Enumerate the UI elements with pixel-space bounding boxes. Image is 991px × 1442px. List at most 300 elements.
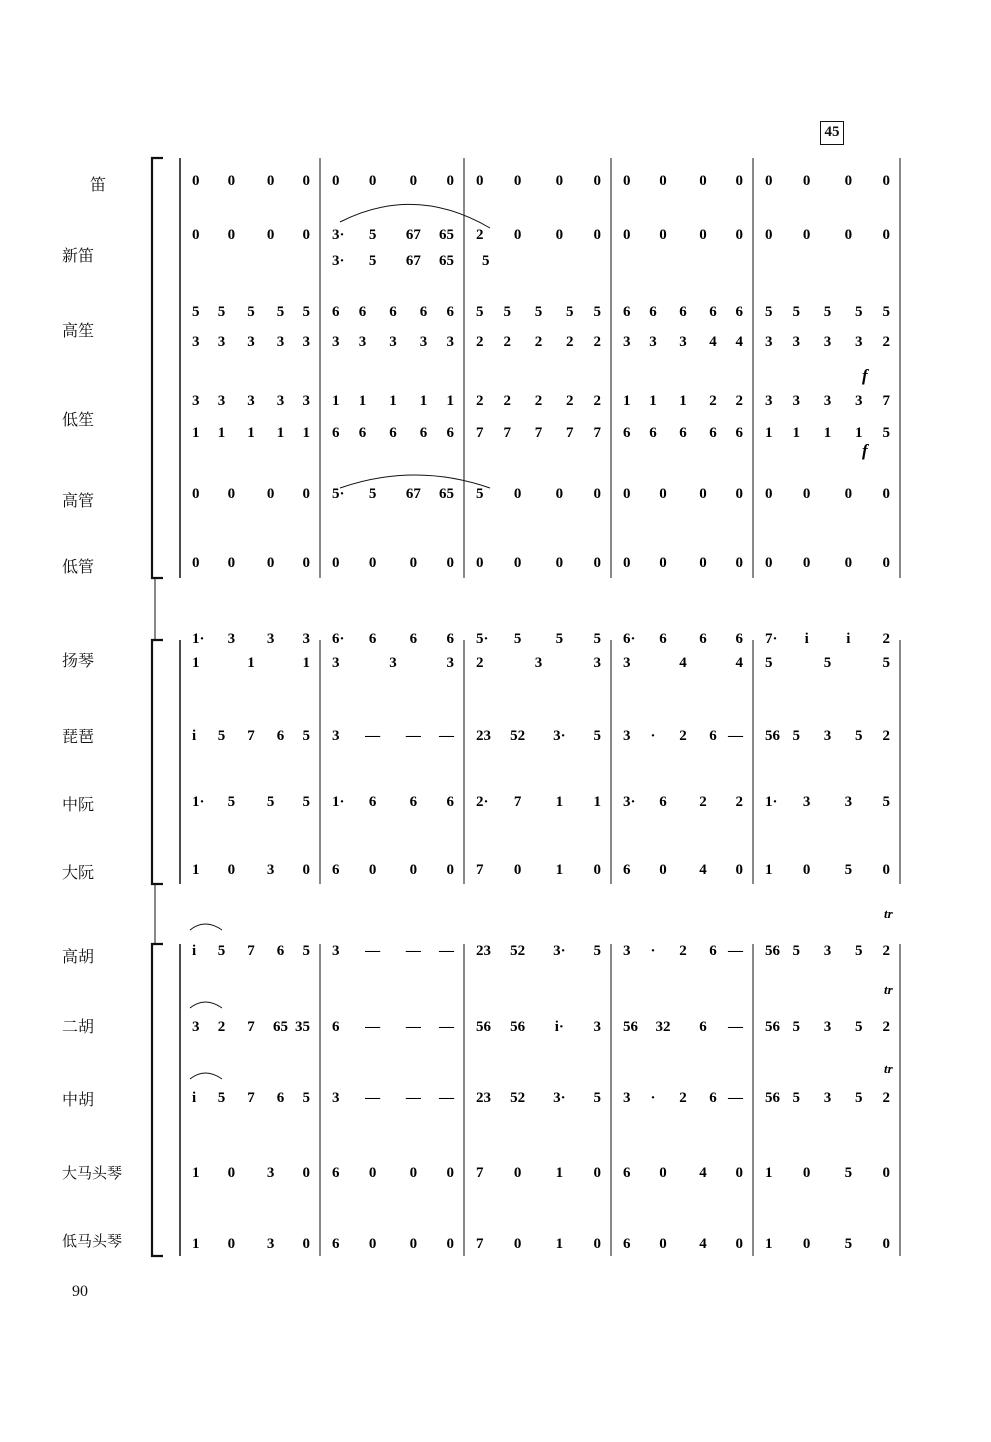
note: 5: [882, 794, 890, 810]
note: 5: [593, 304, 601, 320]
note: 5: [266, 794, 275, 810]
note: 0: [623, 227, 631, 243]
note: 3: [823, 334, 832, 350]
note: 0: [735, 1165, 743, 1181]
trill-marking: tr: [884, 982, 893, 997]
note: 0: [802, 1236, 811, 1252]
note: 0: [409, 1165, 418, 1181]
note: 6: [389, 425, 397, 441]
note: 6: [332, 1236, 340, 1252]
note: 0: [227, 486, 236, 502]
note: 1: [247, 655, 255, 671]
note: 1: [792, 425, 800, 441]
note: 0: [513, 173, 522, 189]
note: 0: [302, 227, 310, 243]
note: 3: [302, 334, 310, 350]
note: 3: [266, 1236, 275, 1252]
note: 0: [735, 227, 743, 243]
note: 0: [302, 1165, 310, 1181]
note: 1·: [192, 794, 205, 810]
slur: [190, 1002, 222, 1008]
note: 6: [419, 425, 428, 441]
note: 0: [332, 173, 340, 189]
note: 1: [765, 1165, 773, 1181]
note: 0: [623, 173, 631, 189]
note: 6: [735, 304, 743, 320]
note: 6: [332, 1019, 340, 1035]
note: 1: [555, 1236, 564, 1252]
note: 6: [276, 728, 285, 744]
note: 4: [735, 655, 743, 671]
note: 52: [510, 728, 526, 744]
page-number: 90: [72, 1283, 88, 1300]
brace-bracket: [152, 640, 163, 884]
note: 3: [623, 655, 631, 671]
note: 0: [513, 1236, 522, 1252]
note: 5: [368, 227, 377, 243]
note: 2: [679, 943, 687, 959]
note: 0: [368, 862, 377, 878]
note: 0: [593, 862, 601, 878]
note: 5·: [476, 631, 489, 647]
note: 3·: [623, 794, 636, 810]
note: 2: [476, 334, 484, 350]
note: 7: [247, 1019, 255, 1035]
note: 52: [510, 1090, 526, 1106]
note: 5: [476, 304, 484, 320]
note: 0: [802, 227, 811, 243]
note: 5: [792, 1019, 800, 1035]
note: 5: [217, 943, 226, 959]
note: 1: [389, 393, 397, 409]
instrument-label: 大阮: [62, 863, 95, 882]
note: 2: [882, 943, 890, 959]
note: —: [405, 1090, 421, 1106]
note: 3: [276, 334, 285, 350]
note: 0: [368, 173, 377, 189]
note: 0: [302, 486, 310, 502]
note: 0: [699, 227, 707, 243]
note: —: [439, 1019, 454, 1035]
trill-marking: tr: [884, 1061, 893, 1076]
note: 6·: [623, 631, 636, 647]
note: 0: [623, 555, 631, 571]
note: 3: [247, 393, 255, 409]
instrument-label: 中阮: [62, 795, 95, 814]
note: 5·: [332, 486, 345, 502]
note: 1: [302, 425, 310, 441]
note: ·: [650, 1090, 656, 1106]
note: 0: [192, 173, 200, 189]
note: 1: [855, 425, 863, 441]
note: 2: [566, 334, 574, 350]
note: 7: [503, 425, 511, 441]
note: 0: [802, 862, 811, 878]
note: 0: [593, 1165, 601, 1181]
note: 1: [192, 1236, 200, 1252]
note: 3: [623, 1090, 631, 1106]
note: 6: [709, 943, 717, 959]
note: 0: [659, 173, 667, 189]
note: 3: [217, 334, 226, 350]
note: 6: [332, 304, 340, 320]
note: 7: [566, 425, 574, 441]
note: 5: [593, 1090, 601, 1106]
note: 3: [844, 794, 853, 810]
note: 0: [266, 173, 275, 189]
note: 3: [855, 334, 863, 350]
note: 1: [593, 794, 601, 810]
note: 6·: [332, 631, 345, 647]
note: 3: [823, 393, 832, 409]
note: 0: [302, 555, 310, 571]
note: 0: [882, 1165, 890, 1181]
note: 0: [446, 555, 454, 571]
note: 3: [623, 334, 631, 350]
note: 6: [623, 425, 631, 441]
note: 0: [513, 1165, 522, 1181]
note: 5: [566, 304, 574, 320]
note: 1: [679, 393, 687, 409]
note: 65: [439, 486, 454, 502]
note: 0: [555, 486, 564, 502]
note: 6: [332, 1165, 340, 1181]
rehearsal-mark: 45: [820, 121, 844, 145]
note: 56: [765, 1019, 780, 1035]
instrument-label: 新笛: [62, 246, 95, 265]
note: 6: [623, 862, 631, 878]
note: 1: [192, 1165, 200, 1181]
note: 5: [855, 1090, 863, 1106]
note: i: [192, 728, 197, 744]
note: 0: [593, 227, 601, 243]
note: 0: [593, 555, 601, 571]
note: 0: [882, 486, 890, 502]
note: 0: [409, 555, 418, 571]
note: 5: [217, 1090, 226, 1106]
note: 1: [765, 425, 773, 441]
note: 0: [699, 173, 707, 189]
slur: [340, 204, 490, 228]
note: 2: [882, 631, 890, 647]
note: 0: [699, 486, 707, 502]
instrument-label: 低管: [62, 557, 95, 576]
note: 6: [709, 425, 717, 441]
note: 1: [302, 655, 310, 671]
note: 2: [503, 393, 511, 409]
note: 5: [503, 304, 511, 320]
note: 3: [266, 1165, 275, 1181]
note: 56: [510, 1019, 526, 1035]
note: 6: [623, 1236, 631, 1252]
note: 3: [302, 631, 310, 647]
note: 6: [368, 631, 377, 647]
note: 3: [765, 334, 773, 350]
note: 5: [368, 253, 377, 269]
note: 0: [659, 227, 667, 243]
brace-bracket: [152, 944, 163, 1256]
note: 0: [844, 227, 853, 243]
note: 3: [679, 334, 687, 350]
note: 5: [217, 304, 226, 320]
note: —: [728, 1090, 743, 1106]
note: 0: [476, 555, 484, 571]
note: i: [192, 943, 197, 959]
note: 5: [823, 655, 832, 671]
note: 3: [227, 631, 236, 647]
instrument-label: 中胡: [62, 1090, 95, 1109]
note: 6: [623, 1165, 631, 1181]
note: 6: [709, 304, 717, 320]
note: 0: [332, 555, 340, 571]
note: i: [192, 1090, 197, 1106]
note: 7·: [765, 631, 778, 647]
note: 3: [192, 1019, 200, 1035]
note: 2: [882, 1090, 890, 1106]
note: 0: [659, 1165, 667, 1181]
note: 0: [446, 1165, 454, 1181]
note: 3: [446, 655, 454, 671]
note: 6: [368, 794, 377, 810]
note: —: [405, 1019, 421, 1035]
note: 2: [699, 794, 707, 810]
note: 7: [882, 393, 890, 409]
note: 3·: [553, 943, 566, 959]
note: 3: [389, 334, 397, 350]
note: 3: [192, 393, 200, 409]
note: 0: [802, 1165, 811, 1181]
note: 0: [192, 227, 200, 243]
note: 2: [882, 1019, 890, 1035]
note: 3: [823, 1090, 832, 1106]
note: 3: [302, 393, 310, 409]
note: 0: [227, 862, 236, 878]
note: i: [846, 631, 851, 647]
note: 6: [623, 304, 631, 320]
note: 3: [792, 334, 800, 350]
note: 56: [476, 1019, 491, 1035]
instrument-label: 高管: [62, 491, 95, 510]
note: 5: [792, 728, 800, 744]
note: 1: [217, 425, 226, 441]
dynamic-marking: f: [862, 441, 868, 460]
note: 1: [555, 794, 564, 810]
note: 4: [699, 1165, 707, 1181]
note: 32: [655, 1019, 671, 1035]
note: 0: [513, 555, 522, 571]
note: 0: [659, 555, 667, 571]
note: 0: [735, 555, 743, 571]
note: 6: [409, 794, 418, 810]
note: 65: [273, 1019, 288, 1035]
note: 67: [405, 486, 421, 502]
note: 3: [534, 655, 543, 671]
note: 0: [368, 1165, 377, 1181]
note: 7: [534, 425, 543, 441]
note: 7: [476, 425, 484, 441]
note: ·: [650, 943, 656, 959]
note: 5: [593, 943, 601, 959]
note: 3: [792, 393, 800, 409]
note: 0: [227, 555, 236, 571]
note: 3: [823, 1019, 832, 1035]
note: 5: [302, 943, 310, 959]
note: 5: [792, 1090, 800, 1106]
note: 0: [513, 227, 522, 243]
note: 5: [855, 728, 863, 744]
note: 3: [266, 631, 275, 647]
note: —: [728, 1019, 743, 1035]
note: 0: [659, 862, 667, 878]
note: 3·: [553, 728, 566, 744]
note: 7: [476, 1236, 484, 1252]
instrument-label: 二胡: [62, 1017, 95, 1036]
note: 1: [247, 425, 255, 441]
note: 5: [882, 655, 890, 671]
note: 6: [659, 631, 667, 647]
instrument-label: 扬琴: [62, 651, 95, 670]
note: 2: [679, 728, 687, 744]
note: 0: [302, 173, 310, 189]
note: 6: [679, 425, 687, 441]
note: 0: [735, 486, 743, 502]
note: 6: [419, 304, 428, 320]
note: 5: [765, 655, 773, 671]
note: 1·: [765, 794, 778, 810]
note: 3·: [332, 227, 345, 243]
note: 23: [476, 728, 491, 744]
note: 6: [389, 304, 397, 320]
note: 0: [699, 555, 707, 571]
note: 1: [192, 862, 200, 878]
note: 0: [735, 173, 743, 189]
note: 1·: [332, 794, 345, 810]
note: 0: [266, 555, 275, 571]
note: 3: [446, 334, 454, 350]
note: 5: [855, 1019, 863, 1035]
note: 0: [659, 1236, 667, 1252]
note: 4: [679, 655, 687, 671]
note: 5: [368, 486, 377, 502]
note: 0: [844, 173, 853, 189]
note: 0: [555, 227, 564, 243]
note: 1: [276, 425, 285, 441]
note: 0: [765, 173, 773, 189]
note: 2: [593, 334, 601, 350]
note: —: [728, 943, 743, 959]
note: —: [728, 728, 743, 744]
note: 56: [765, 728, 780, 744]
note: —: [439, 943, 454, 959]
note: 56: [765, 943, 780, 959]
note: 6: [332, 425, 340, 441]
note: 0: [765, 227, 773, 243]
note: 1: [623, 393, 631, 409]
note: 3: [623, 728, 631, 744]
note: 0: [227, 173, 236, 189]
note: 0: [302, 862, 310, 878]
note: 5: [534, 304, 543, 320]
note: 3: [419, 334, 428, 350]
note: 0: [409, 1236, 418, 1252]
note: 0: [227, 227, 236, 243]
note: 5: [513, 631, 522, 647]
note: 1: [192, 655, 200, 671]
note: 7: [247, 1090, 255, 1106]
note: 2: [882, 728, 890, 744]
note: 1: [358, 393, 367, 409]
note: 4: [699, 862, 707, 878]
note: 2: [679, 1090, 687, 1106]
note: 1: [419, 393, 428, 409]
note: 0: [192, 555, 200, 571]
note: 6: [649, 425, 657, 441]
note: 5: [482, 253, 490, 269]
note: 5: [593, 728, 601, 744]
trill-marking: tr: [884, 906, 893, 921]
note: 0: [409, 862, 418, 878]
note: 2: [534, 393, 543, 409]
note: i·: [554, 1019, 564, 1035]
note: 1: [765, 862, 773, 878]
note: 5: [476, 486, 484, 502]
note: 23: [476, 943, 491, 959]
note: 0: [266, 486, 275, 502]
note: 5: [844, 862, 853, 878]
note: 0: [659, 486, 667, 502]
note: 0: [882, 555, 890, 571]
note: 5: [302, 794, 310, 810]
note: 5: [555, 631, 564, 647]
slur: [190, 924, 222, 930]
note: 6: [446, 425, 454, 441]
note: 0: [368, 1236, 377, 1252]
note: 1: [446, 393, 454, 409]
note: 5: [855, 304, 863, 320]
note: 2: [593, 393, 601, 409]
note: 2: [882, 334, 890, 350]
note: 6: [679, 304, 687, 320]
note: 0: [476, 173, 484, 189]
note: 3: [276, 393, 285, 409]
note: 0: [735, 862, 743, 878]
instrument-label: 高笙: [62, 321, 95, 340]
note: 6: [709, 728, 717, 744]
note: 0: [302, 1236, 310, 1252]
note: 3: [332, 655, 340, 671]
note: 5: [302, 728, 310, 744]
note: 6: [276, 1090, 285, 1106]
note: 0: [555, 555, 564, 571]
note: —: [365, 1019, 381, 1035]
note: 3: [389, 655, 397, 671]
note: 6: [409, 631, 418, 647]
note: 2: [217, 1019, 226, 1035]
note: 23: [476, 1090, 491, 1106]
note: 2: [735, 794, 743, 810]
note: 5: [302, 1090, 310, 1106]
note: 3: [593, 655, 601, 671]
note: 0: [227, 1165, 236, 1181]
note: 1: [823, 425, 832, 441]
note: 7: [476, 1165, 484, 1181]
instrument-label: 大马头琴: [62, 1164, 123, 1182]
note: 2: [566, 393, 574, 409]
note: 0: [593, 486, 601, 502]
note: 2: [476, 227, 484, 243]
note: 0: [513, 862, 522, 878]
note: —: [439, 1090, 454, 1106]
